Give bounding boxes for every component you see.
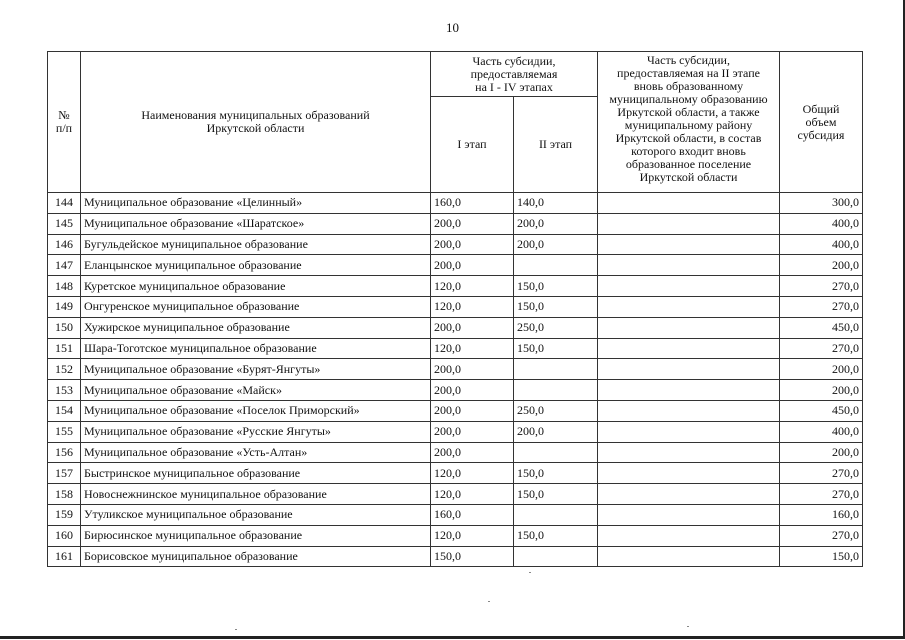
total-amount: 270,0 [780, 338, 863, 359]
second-stage-amount [598, 213, 780, 234]
total-amount: 200,0 [780, 442, 863, 463]
table-row [48, 525, 863, 546]
stage-1-amount: 160,0 [431, 193, 514, 214]
table-row [48, 380, 863, 401]
stage-1-amount: 150,0 [431, 546, 514, 567]
stage-2-amount [514, 359, 598, 380]
stage-2-amount: 250,0 [514, 317, 598, 338]
table-row [48, 484, 863, 505]
municipality-name: Еланцынское муниципальное образование [81, 255, 431, 276]
second-stage-amount [598, 193, 780, 214]
municipality-name: Борисовское муниципальное образование [81, 546, 431, 567]
table-row [48, 193, 863, 214]
municipality-name: Муниципальное образование «Бурят-Янгуты» [81, 359, 431, 380]
header-row [48, 52, 863, 97]
header-name: Наименования муниципальных образований Иркутской области [81, 52, 431, 193]
row-number: 158 [48, 484, 81, 505]
stage-1-amount: 200,0 [431, 400, 514, 421]
table-row [48, 296, 863, 317]
second-stage-amount [598, 380, 780, 401]
stage-2-amount: 150,0 [514, 484, 598, 505]
stage-1-amount: 200,0 [431, 234, 514, 255]
total-amount: 270,0 [780, 463, 863, 484]
second-stage-amount [598, 442, 780, 463]
municipality-name: Шара-Тоготское муниципальное образование [81, 338, 431, 359]
row-number: 149 [48, 296, 81, 317]
table-row [48, 317, 863, 338]
stage-2-amount: 200,0 [514, 421, 598, 442]
municipality-name: Куретское муниципальное образование [81, 276, 431, 297]
total-amount: 200,0 [780, 255, 863, 276]
stage-1-amount: 200,0 [431, 213, 514, 234]
municipality-name: Утуликское муниципальное образование [81, 504, 431, 525]
municipality-name: Быстринское муниципальное образование [81, 463, 431, 484]
second-stage-amount [598, 276, 780, 297]
municipality-name: Новоснежнинское муниципальное образование [81, 484, 431, 505]
second-stage-amount [598, 463, 780, 484]
second-stage-amount [598, 317, 780, 338]
second-stage-amount [598, 296, 780, 317]
municipality-name: Хужирское муниципальное образование [81, 317, 431, 338]
total-amount: 270,0 [780, 484, 863, 505]
total-amount: 450,0 [780, 317, 863, 338]
stage-1-amount: 200,0 [431, 255, 514, 276]
table-row [48, 234, 863, 255]
row-number: 151 [48, 338, 81, 359]
second-stage-amount [598, 400, 780, 421]
second-stage-amount [598, 338, 780, 359]
municipality-name: Муниципальное образование «Целинный» [81, 193, 431, 214]
stage-1-amount: 200,0 [431, 421, 514, 442]
total-amount: 270,0 [780, 276, 863, 297]
total-amount: 150,0 [780, 546, 863, 567]
table-row [48, 442, 863, 463]
second-stage-amount [598, 359, 780, 380]
stage-2-amount [514, 442, 598, 463]
total-amount: 450,0 [780, 400, 863, 421]
stage-2-amount: 150,0 [514, 296, 598, 317]
page-number: 10 [446, 20, 459, 35]
stage-2-amount: 150,0 [514, 463, 598, 484]
stage-1-amount: 120,0 [431, 338, 514, 359]
table-row [48, 255, 863, 276]
table-row [48, 400, 863, 421]
municipality-name: Муниципальное образование «Усть-Алтан» [81, 442, 431, 463]
scan-speck [488, 601, 490, 602]
stage-1-amount: 120,0 [431, 463, 514, 484]
row-number: 144 [48, 193, 81, 214]
stage-1-amount: 200,0 [431, 442, 514, 463]
second-stage-amount [598, 484, 780, 505]
second-stage-amount [598, 525, 780, 546]
stage-2-amount: 150,0 [514, 338, 598, 359]
stage-1-amount: 120,0 [431, 525, 514, 546]
header-stage-1: I этап [431, 97, 514, 193]
second-stage-amount [598, 255, 780, 276]
row-number: 156 [48, 442, 81, 463]
stage-2-amount [514, 546, 598, 567]
stage-1-amount: 120,0 [431, 276, 514, 297]
total-amount: 200,0 [780, 359, 863, 380]
row-number: 150 [48, 317, 81, 338]
row-number: 145 [48, 213, 81, 234]
municipality-name: Бирюсинское муниципальное образование [81, 525, 431, 546]
stage-1-amount: 160,0 [431, 504, 514, 525]
second-stage-amount [598, 504, 780, 525]
municipality-name: Муниципальное образование «Русские Янгуты» [81, 421, 431, 442]
stage-2-amount [514, 504, 598, 525]
total-amount: 160,0 [780, 504, 863, 525]
scan-speck [235, 629, 237, 630]
row-number: 147 [48, 255, 81, 276]
table-row [48, 359, 863, 380]
second-stage-amount [598, 234, 780, 255]
row-number: 160 [48, 525, 81, 546]
stage-2-amount: 150,0 [514, 276, 598, 297]
stage-2-amount: 250,0 [514, 400, 598, 421]
municipality-name: Бугульдейское муниципальное образование [81, 234, 431, 255]
stage-1-amount: 200,0 [431, 380, 514, 401]
header-total: Общий объем субсидия [780, 52, 863, 193]
municipality-name: Муниципальное образование «Поселок Приморский» [81, 400, 431, 421]
table-row [48, 338, 863, 359]
stage-2-amount: 200,0 [514, 213, 598, 234]
header-stage-2: II этап [514, 97, 598, 193]
row-number: 159 [48, 504, 81, 525]
total-amount: 200,0 [780, 380, 863, 401]
stage-1-amount: 120,0 [431, 296, 514, 317]
stage-2-amount: 150,0 [514, 525, 598, 546]
scan-speck [529, 572, 531, 573]
row-number: 154 [48, 400, 81, 421]
municipality-name: Онгуренское муниципальное образование [81, 296, 431, 317]
subsidy-table [47, 51, 863, 567]
total-amount: 400,0 [780, 421, 863, 442]
stage-1-amount: 200,0 [431, 359, 514, 380]
table-row [48, 276, 863, 297]
stage-2-amount [514, 255, 598, 276]
total-amount: 270,0 [780, 525, 863, 546]
total-amount: 300,0 [780, 193, 863, 214]
stage-2-amount: 140,0 [514, 193, 598, 214]
row-number: 155 [48, 421, 81, 442]
stage-2-amount [514, 380, 598, 401]
stage-1-amount: 200,0 [431, 317, 514, 338]
row-number: 157 [48, 463, 81, 484]
header-stage-group: Часть субсидии, предоставляемая на I - IV этапах [431, 52, 598, 97]
row-number: 148 [48, 276, 81, 297]
table-row [48, 504, 863, 525]
table-body [48, 193, 863, 567]
second-stage-amount [598, 546, 780, 567]
second-stage-amount [598, 421, 780, 442]
row-number: 146 [48, 234, 81, 255]
municipality-name: Муниципальное образование «Майск» [81, 380, 431, 401]
row-number: 161 [48, 546, 81, 567]
header-num: № п/п [48, 52, 81, 193]
stage-1-amount: 120,0 [431, 484, 514, 505]
table-row [48, 463, 863, 484]
table-row [48, 546, 863, 567]
stage-2-amount: 200,0 [514, 234, 598, 255]
table-row [48, 213, 863, 234]
total-amount: 400,0 [780, 234, 863, 255]
municipality-name: Муниципальное образование «Шаратское» [81, 213, 431, 234]
table-row [48, 421, 863, 442]
total-amount: 400,0 [780, 213, 863, 234]
header-second-stage: Часть субсидии, предоставляемая на II этапе вновь образованному муниципальному образованию Иркутской области, а также муниципальному району Иркутской области, в состав которого входит вновь образованное поселение Иркутской области [598, 52, 780, 193]
row-number: 153 [48, 380, 81, 401]
total-amount: 270,0 [780, 296, 863, 317]
scan-speck [687, 626, 689, 627]
row-number: 152 [48, 359, 81, 380]
